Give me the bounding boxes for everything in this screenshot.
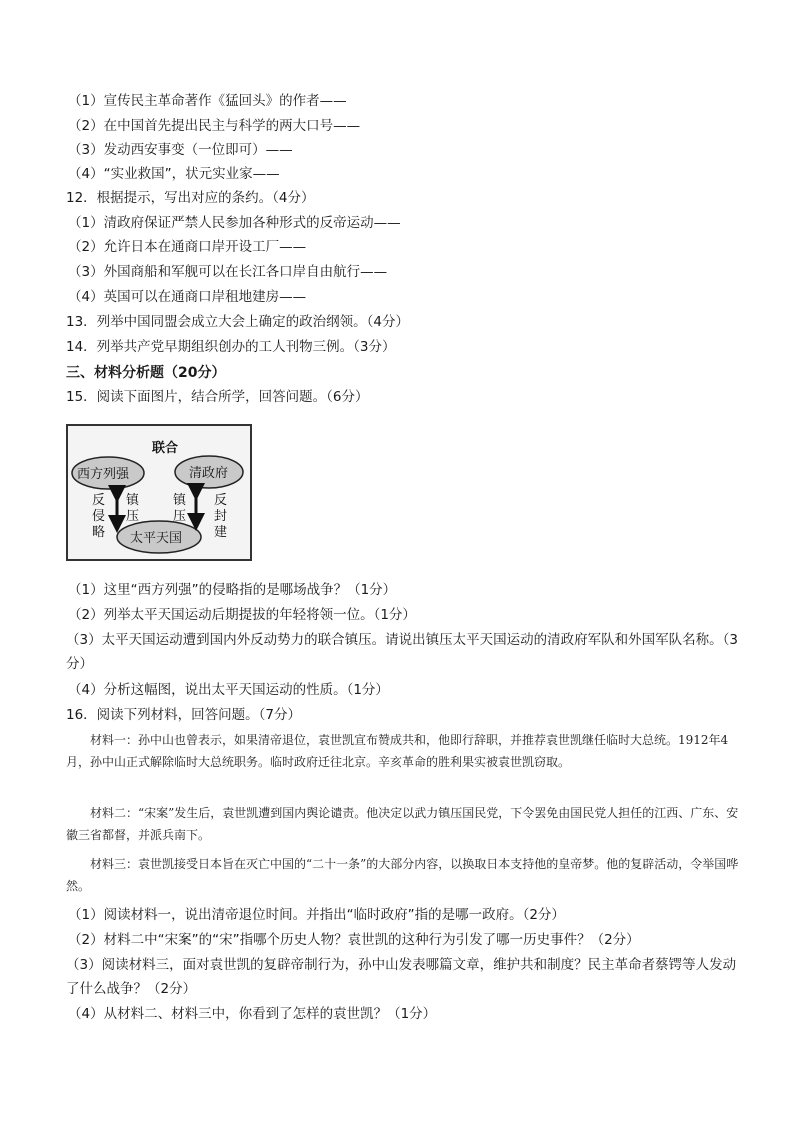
- taiping-label: 太平天国: [130, 531, 183, 546]
- q12-item-2: （2）允许日本在通商口岸开设工厂——: [68, 239, 307, 255]
- qing-government-label: 清政府: [189, 466, 229, 481]
- q16-title: 16．阅读下列材料，回答问题。（7分）: [66, 707, 302, 723]
- left-outer-char-1: 反: [92, 493, 106, 508]
- section-3-heading: 三、材料分析题（20分）: [66, 365, 226, 381]
- q15-item-3: （3）太平天国运动遭到国内外反动势力的联合镇压。请说出镇压太平天国运动的清政府军队和外国军队名称。（3分）: [66, 632, 738, 672]
- q15-item-1: （1）这里“西方列强”的侵略指的是哪场战争？（1分）: [68, 582, 397, 598]
- left-inner-char-2: 压: [126, 509, 140, 524]
- q11-item-3: （3）发动西安事变（一位即可）——: [68, 142, 293, 158]
- q16-item-2: （2）材料二中“宋案”的“宋”指哪个历史人物？袁世凯的这种行为引发了哪一历史事件？（2分）: [68, 932, 640, 948]
- q15-title: 15．阅读下面图片，结合所学，回答问题。（6分）: [66, 389, 369, 405]
- q12-item-1: （1）清政府保证严禁人民参加各种形式的反帝运动——: [68, 215, 401, 231]
- right-outer-char-1: 反: [214, 493, 228, 508]
- right-inner-char-2: 压: [173, 509, 187, 524]
- q16-item-4: （4）从材料二、材料三中，你看到了怎样的袁世凯？（1分）: [68, 1006, 437, 1022]
- q11-item-4: （4）“实业救国”，状元实业家——: [68, 166, 280, 182]
- q16-item-3: （3）阅读材料三，面对袁世凯的复辟帝制行为，孙中山发表哪篇文章，维护共和制度？民主革命者蔡锷等人发动了什么战争？（2分）: [66, 957, 737, 997]
- western-powers-label: 西方列强: [77, 467, 130, 482]
- q12-item-4: （4）英国可以在通商口岸租地建房——: [68, 289, 307, 305]
- q16-material-1: 材料一：孙中山也曾表示，如果清帝退位，袁世凯宣布赞成共和，他即行辞职，并推荐袁世凯继任临时大总统。1912年4月，孙中山正式解除临时大总统职务。临时政府迁往北京。辛亥革命的胜利果实被袁世凯窃取。: [66, 733, 729, 769]
- q15-item-4: （4）分析这幅图，说出太平天国运动的性质。（1分）: [68, 682, 389, 698]
- q11-item-2: （2）在中国首先提出民主与科学的两大口号——: [68, 118, 361, 134]
- diagram-top-label: 联合: [152, 441, 179, 456]
- q12-item-3: （3）外国商船和军舰可以在长江各口岸自由航行——: [68, 264, 388, 280]
- q16-material-3: 材料三：袁世凯接受日本旨在灭亡中国的“二十一条”的大部分内容，以换取日本支持他的皇帝梦。他的复辟活动，令举国哗然。: [66, 857, 739, 893]
- right-inner-char-1: 镇: [173, 493, 187, 508]
- right-outer-char-2: 封: [214, 509, 228, 524]
- q12-title: 12．根据提示，写出对应的条约。（4分）: [66, 190, 315, 206]
- q14-title: 14．列举共产党早期组织创办的工人刊物三例。（3分）: [66, 339, 396, 355]
- diagram-canvas: [68, 426, 250, 559]
- left-outer-char-3: 略: [92, 525, 106, 540]
- q16-material-2: 材料二：“宋案”发生后，袁世凯遭到国内舆论谴责。他决定以武力镇压国民党，下令罢免由国民党人担任的江西、广东、安徽三省都督，并派兵南下。: [66, 806, 739, 842]
- left-inner-char-1: 镇: [126, 493, 140, 508]
- right-outer-char-3: 建: [214, 525, 228, 540]
- q15-item-2: （2）列举太平天国运动后期提拔的年轻将领一位。（1分）: [68, 607, 416, 623]
- left-outer-char-2: 侵: [92, 509, 106, 524]
- q11-item-1: （1）宣传民主革命著作《猛回头》的作者——: [68, 93, 347, 109]
- q13-title: 13．列举中国同盟会成立大会上确定的政治纲领。（4分）: [66, 314, 410, 330]
- taiping-relationship-diagram: [66, 424, 252, 561]
- q16-item-1: （1）阅读材料一，说出清帝退位时间。并指出“临时政府”指的是哪一政府。（2分）: [68, 907, 565, 923]
